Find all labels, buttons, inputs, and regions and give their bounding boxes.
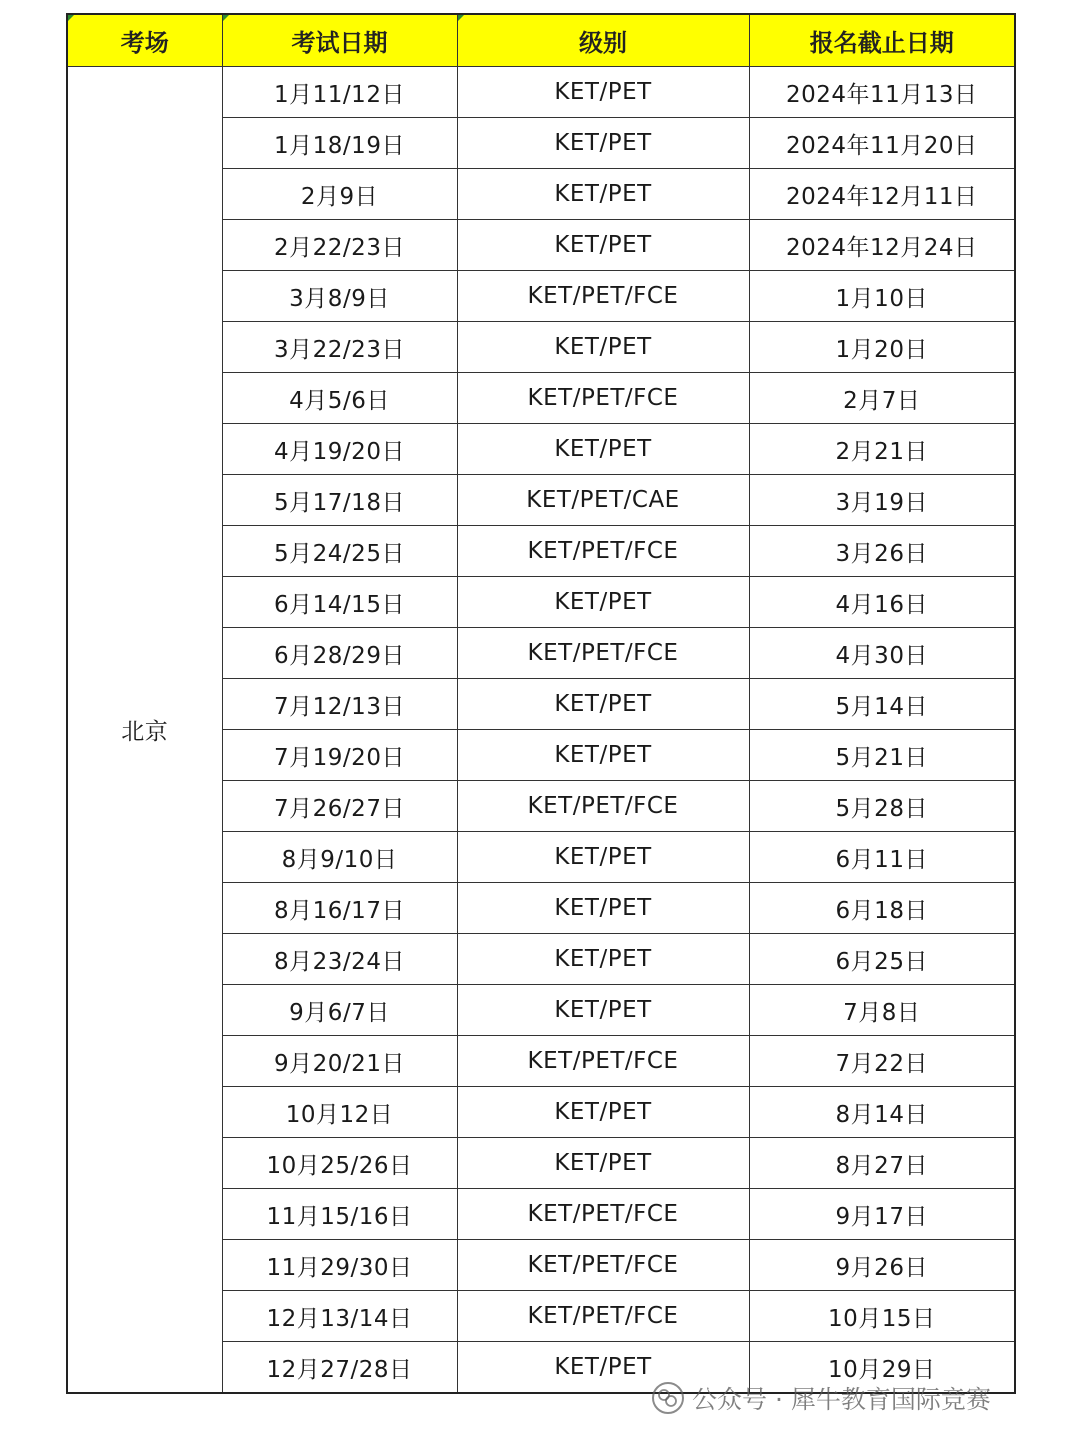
- deadline-cell: 5月14日: [749, 679, 1015, 730]
- deadline-cell: 10月29日: [749, 1342, 1015, 1394]
- deadline-cell: 2024年11月20日: [749, 118, 1015, 169]
- deadline-cell: 5月21日: [749, 730, 1015, 781]
- header-level-label: 级别: [579, 29, 627, 57]
- deadline-cell: 2024年12月24日: [749, 220, 1015, 271]
- watermark-text: 公众号 · 犀牛教育国际竞赛: [692, 1385, 991, 1414]
- exam-date-cell: 12月27/28日: [222, 1342, 457, 1394]
- exam-date-cell: 4月19/20日: [222, 424, 457, 475]
- exam-date-cell: 8月16/17日: [222, 883, 457, 934]
- deadline-cell: 6月25日: [749, 934, 1015, 985]
- exam-date-cell: 11月29/30日: [222, 1240, 457, 1291]
- exam-date-cell: 4月5/6日: [222, 373, 457, 424]
- exam-date-cell: 3月22/23日: [222, 322, 457, 373]
- deadline-cell: 7月8日: [749, 985, 1015, 1036]
- header-exam-date-label: 考试日期: [291, 29, 388, 57]
- level-cell: KET/PET: [457, 1342, 749, 1394]
- level-cell: KET/PET: [457, 118, 749, 169]
- level-cell: KET/PET: [457, 832, 749, 883]
- level-cell: KET/PET/FCE: [457, 271, 749, 322]
- level-cell: KET/PET: [457, 730, 749, 781]
- deadline-cell: 6月11日: [749, 832, 1015, 883]
- level-cell: KET/PET/CAE: [457, 475, 749, 526]
- corner-mark: [458, 15, 464, 21]
- deadline-cell: 3月19日: [749, 475, 1015, 526]
- header-venue-label: 考场: [120, 29, 169, 57]
- level-cell: KET/PET: [457, 67, 749, 118]
- level-cell: KET/PET: [457, 679, 749, 730]
- level-cell: KET/PET: [457, 169, 749, 220]
- exam-date-cell: 2月22/23日: [222, 220, 457, 271]
- deadline-cell: 4月16日: [749, 577, 1015, 628]
- level-cell: KET/PET/FCE: [457, 1240, 749, 1291]
- exam-date-cell: 12月13/14日: [222, 1291, 457, 1342]
- header-deadline-label: 报名截止日期: [809, 29, 954, 57]
- deadline-cell: 1月20日: [749, 322, 1015, 373]
- exam-date-cell: 9月20/21日: [222, 1036, 457, 1087]
- deadline-cell: 8月14日: [749, 1087, 1015, 1138]
- level-cell: KET/PET: [457, 985, 749, 1036]
- deadline-cell: 10月15日: [749, 1291, 1015, 1342]
- header-level: [457, 14, 749, 67]
- level-cell: KET/PET: [457, 577, 749, 628]
- level-cell: KET/PET/FCE: [457, 781, 749, 832]
- exam-date-cell: 10月12日: [222, 1087, 457, 1138]
- deadline-cell: 8月27日: [749, 1138, 1015, 1189]
- exam-date-cell: 7月26/27日: [222, 781, 457, 832]
- exam-date-cell: 1月11/12日: [222, 67, 457, 118]
- level-cell: KET/PET: [457, 322, 749, 373]
- level-cell: KET/PET/FCE: [457, 628, 749, 679]
- deadline-cell: 2月21日: [749, 424, 1015, 475]
- deadline-cell: 9月26日: [749, 1240, 1015, 1291]
- level-cell: KET/PET/FCE: [457, 1291, 749, 1342]
- exam-date-cell: 8月23/24日: [222, 934, 457, 985]
- exam-date-cell: 7月19/20日: [222, 730, 457, 781]
- venue-cell: 北京: [67, 67, 222, 1394]
- exam-date-cell: 2月9日: [222, 169, 457, 220]
- deadline-cell: 6月18日: [749, 883, 1015, 934]
- exam-date-cell: 5月24/25日: [222, 526, 457, 577]
- level-cell: KET/PET: [457, 1138, 749, 1189]
- deadline-cell: 7月22日: [749, 1036, 1015, 1087]
- exam-date-cell: 5月17/18日: [222, 475, 457, 526]
- header-exam-date: [222, 14, 457, 67]
- exam-date-cell: 8月9/10日: [222, 832, 457, 883]
- exam-date-cell: 6月28/29日: [222, 628, 457, 679]
- deadline-cell: 9月17日: [749, 1189, 1015, 1240]
- level-cell: KET/PET/FCE: [457, 1189, 749, 1240]
- level-cell: KET/PET/FCE: [457, 1036, 749, 1087]
- header-row: [67, 14, 1015, 67]
- deadline-cell: 4月30日: [749, 628, 1015, 679]
- exam-date-cell: 6月14/15日: [222, 577, 457, 628]
- exam-date-cell: 10月25/26日: [222, 1138, 457, 1189]
- level-cell: KET/PET/FCE: [457, 373, 749, 424]
- deadline-cell: 2024年11月13日: [749, 67, 1015, 118]
- exam-date-cell: 7月12/13日: [222, 679, 457, 730]
- exam-schedule-table: [66, 13, 1016, 1394]
- deadline-cell: 2月7日: [749, 373, 1015, 424]
- deadline-cell: 1月10日: [749, 271, 1015, 322]
- table-row: [67, 67, 1015, 118]
- level-cell: KET/PET/FCE: [457, 526, 749, 577]
- exam-date-cell: 11月15/16日: [222, 1189, 457, 1240]
- corner-mark: [68, 15, 74, 21]
- corner-mark: [223, 15, 229, 21]
- deadline-cell: 3月26日: [749, 526, 1015, 577]
- level-cell: KET/PET: [457, 883, 749, 934]
- level-cell: KET/PET: [457, 1087, 749, 1138]
- level-cell: KET/PET: [457, 934, 749, 985]
- level-cell: KET/PET: [457, 424, 749, 475]
- header-deadline: [749, 14, 1015, 67]
- exam-date-cell: 9月6/7日: [222, 985, 457, 1036]
- deadline-cell: 5月28日: [749, 781, 1015, 832]
- level-cell: KET/PET: [457, 220, 749, 271]
- exam-date-cell: 3月8/9日: [222, 271, 457, 322]
- exam-date-cell: 1月18/19日: [222, 118, 457, 169]
- schedule-body: [67, 67, 1015, 1394]
- deadline-cell: 2024年12月11日: [749, 169, 1015, 220]
- header-venue: [67, 14, 222, 67]
